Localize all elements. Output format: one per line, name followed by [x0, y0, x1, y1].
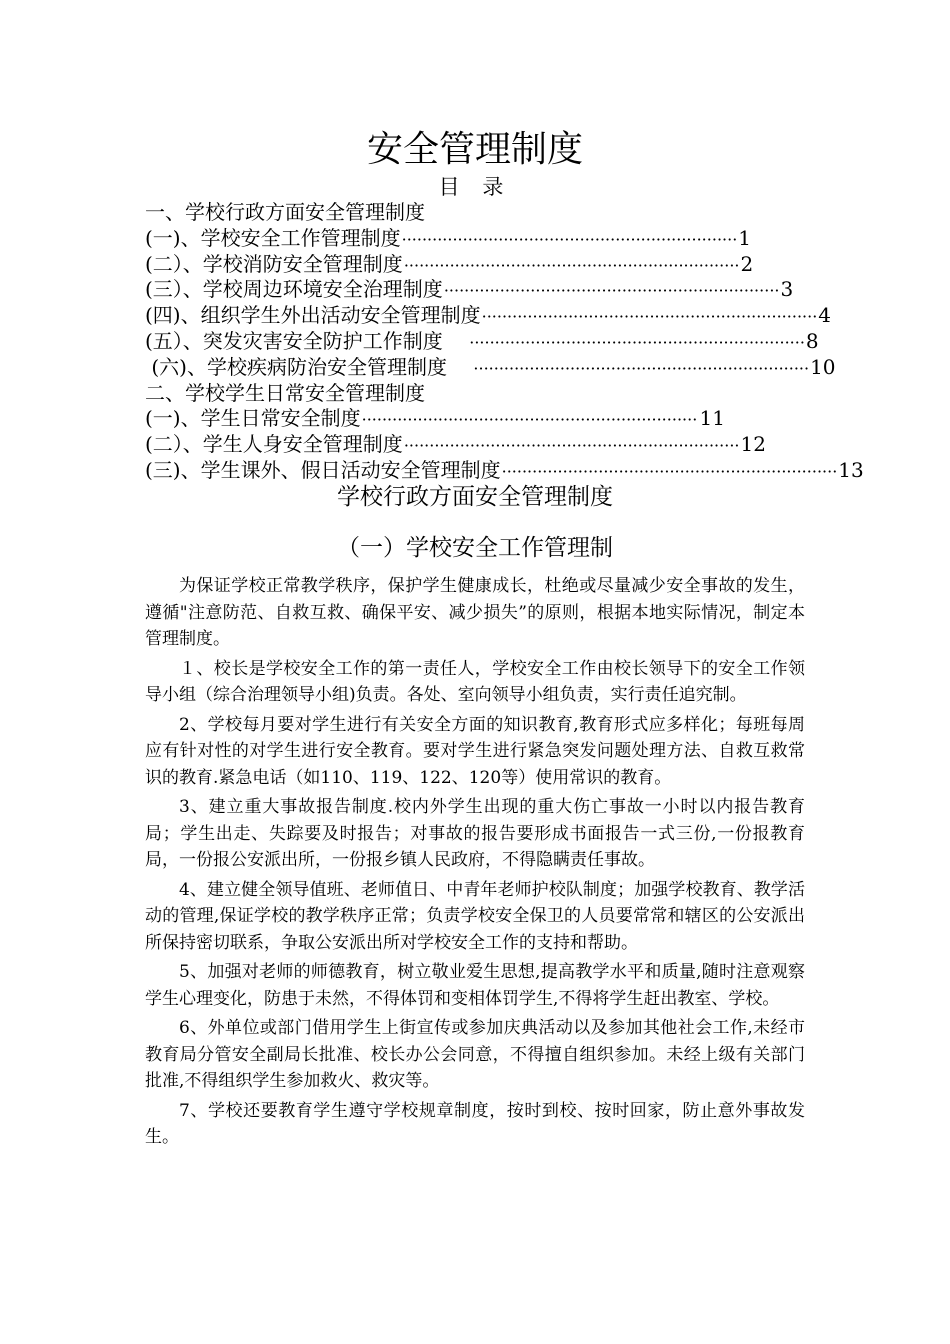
- toc-leader-dots: ··································································: [401, 229, 738, 249]
- toc-entry: [145, 328, 819, 355]
- toc-entry-text: 二、学校学生日常安全管理制度: [145, 380, 425, 405]
- toc-entry-text: (六)、学校疾病防治安全管理制度: [145, 354, 473, 379]
- toc-entry: [145, 354, 836, 381]
- paragraph: 7、学校还要教育学生遵守学校规章制度，按时到校、按时回家，防止意外事故发生。: [145, 1100, 805, 1147]
- toc-entry: [145, 432, 766, 458]
- toc-page-number: 12: [740, 432, 766, 457]
- toc-entry-text: (一)、学生日常安全制度: [145, 406, 361, 431]
- paragraph: 为保证学校正常教学秩序，保护学生健康成长，杜绝或尽量减少安全事故的发生，遵循"注意防范、自救互救、确保平安、减少损失”的原则，根据本地实际情况，制定本管理制度。: [145, 576, 805, 649]
- toc-entry-text: (二）、学校消防安全管理制度: [145, 251, 403, 276]
- paragraph: 2、学校每月要对学生进行有关安全方面的知识教育,教育形式应多样化；每班每周应有针对性的对学生进行安全教育。要对学生进行紧急突发问题处理方法、自救互救常识的教育.紧急电话（如110、119、122、120等）使用常识的教育。: [145, 714, 805, 788]
- toc-leader-dots: ··································································: [469, 332, 805, 352]
- toc-page-number: 10: [810, 354, 836, 379]
- toc-page-number: 3: [780, 277, 794, 302]
- toc-entry: [145, 381, 725, 407]
- toc-leader-dots: ··································································: [403, 436, 740, 456]
- toc-entry: [145, 251, 754, 278]
- toc-entry-text: (一)、学校安全工作管理制度: [145, 225, 401, 250]
- toc-page-number: 1: [738, 225, 752, 250]
- toc-entry-text: (三)、学生课外、假日活动安全管理制度: [145, 457, 501, 482]
- toc-leader-dots: ··································································: [501, 461, 838, 481]
- table-of-contents: [145, 200, 864, 484]
- toc-page-number: 13: [838, 457, 864, 482]
- toc-heading: 目 录: [438, 175, 512, 199]
- subsection-title: （一）学校安全工作管理制: [337, 535, 613, 561]
- toc-leader-dots: ··································································: [361, 410, 698, 430]
- toc-entry-text: (三）、学校周边环境安全治理制度: [145, 277, 443, 302]
- toc-entry-text: 一、学校行政方面安全管理制度: [145, 200, 425, 224]
- toc-leader-dots: ··································································: [473, 358, 810, 378]
- toc-leader-dots: ··································································: [403, 255, 740, 275]
- toc-page-number: 11: [699, 406, 725, 431]
- toc-entry: [145, 200, 725, 226]
- body-text: [145, 573, 805, 1154]
- toc-page-number: 2: [740, 251, 754, 276]
- toc-page-number: 4: [818, 303, 832, 328]
- toc-page-number: 8: [805, 328, 819, 353]
- toc-entry: [145, 303, 832, 329]
- paragraph: 6、外单位或部门借用学生上街宣传或参加庆典活动以及参加其他社会工作,未经市教育局分管安全副局长批准、校长办公会同意，不得擅自组织参加。未经上级有关部门批准,不得组织学生参加救火、救灾等。: [145, 1018, 805, 1091]
- document-title: 安全管理制度: [366, 129, 583, 170]
- toc-entry: [145, 457, 864, 484]
- toc-entry-text: (四)、组织学生外出活动安全管理制度: [145, 303, 481, 328]
- paragraph: 3、建立重大事故报告制度.校内外学生出现的重大伤亡事故一小时以内报告教育局；学生出走、失踪要及时报告；对事故的报告要形成书面报告一式三份,一份报教育局，一份报公安派出所，一份报乡镇人民政府，不得隐瞒责任事故。: [145, 797, 805, 870]
- toc-leader-dots: ··································································: [443, 281, 780, 301]
- toc-entry: [145, 225, 752, 252]
- section-title: 学校行政方面安全管理制度: [337, 484, 613, 510]
- toc-entry-text: (五）、突发灾害安全防护工作制度: [145, 328, 469, 353]
- paragraph: 5、加强对老师的师德教育，树立敬业爱生思想,提高教学水平和质量,随时注意观察学生心理变化，防患于未然，不得体罚和变相体罚学生,不得将学生赶出教室、学校。: [145, 962, 805, 1009]
- toc-leader-dots: ··································································: [481, 307, 818, 327]
- paragraph: １、校长是学校安全工作的第一责任人，学校安全工作由校长领导下的安全工作领导小组（综合治理领导小组)负责。各处、室向领导小组负责，实行责任追究制。: [145, 658, 805, 705]
- toc-entry: [145, 277, 794, 303]
- toc-entry-text: (二）、学生人身安全管理制度: [145, 432, 403, 457]
- toc-entry: [145, 406, 725, 432]
- paragraph: 4、建立健全领导值班、老师值日、中青年老师护校队制度；加强学校教育、教学活动的管理,保证学校的教学秩序正常；负责学校安全保卫的人员要常常和辖区的公安派出所保持密切联系，争取公安派出所对学校安全工作的支持和帮助。: [145, 879, 805, 953]
